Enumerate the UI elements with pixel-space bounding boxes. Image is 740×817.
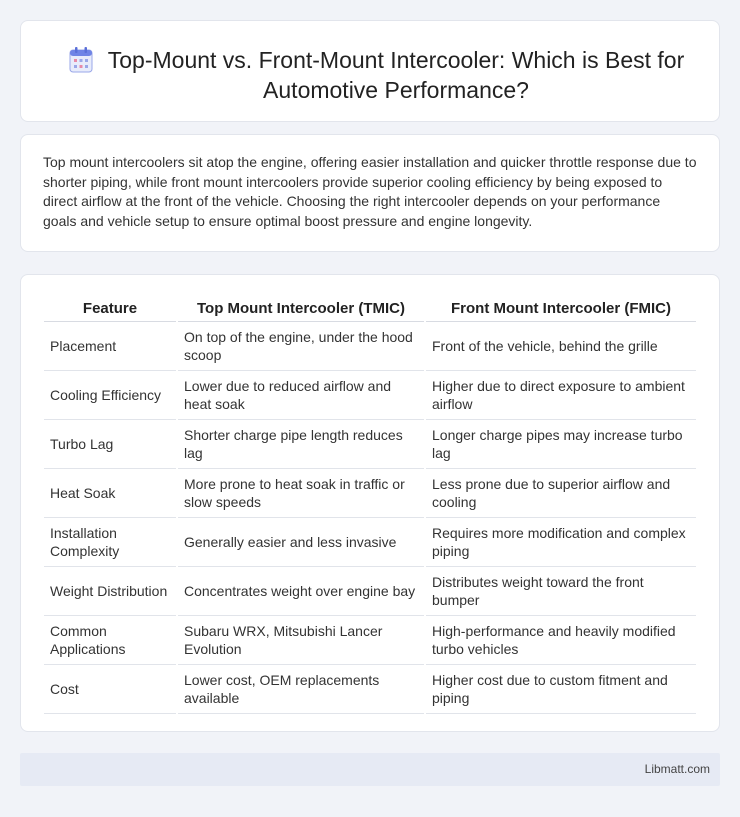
table-header-row [44,293,696,322]
intro-card [20,134,720,252]
cell-fmic: Longer charge pipes may increase turbo lag [426,420,696,469]
cell-fmic: Requires more modification and complex piping [426,518,696,567]
footer-site-link[interactable]: Libmatt.com [644,762,710,776]
cell-tmic: Subaru WRX, Mitsubishi Lancer Evolution [178,616,424,665]
table-row [44,616,696,665]
page-title: Top-Mount vs. Front-Mount Intercooler: Which is Best for Automotive Performance? [107,47,685,103]
cell-fmic: High-performance and heavily modified turbo vehicles [426,616,696,665]
cell-feature: Cooling Efficiency [44,371,176,420]
table-row [44,518,696,567]
cell-feature: Placement [44,322,176,371]
cell-fmic: Front of the vehicle, behind the grille [426,322,696,371]
table-row [44,371,696,420]
cell-feature: Turbo Lag [44,420,176,469]
table-row [44,665,696,714]
cell-fmic: Higher due to direct exposure to ambient airflow [426,371,696,420]
calendar-icon [69,47,93,73]
comparison-table [42,293,698,714]
cell-tmic: Lower due to reduced airflow and heat soak [178,371,424,420]
cell-feature: Cost [44,665,176,714]
table-row [44,469,696,518]
footer [20,753,720,786]
cell-tmic: Generally easier and less invasive [178,518,424,567]
cell-fmic: Less prone due to superior airflow and cooling [426,469,696,518]
cell-tmic: Concentrates weight over engine bay [178,567,424,616]
title-card [20,20,720,122]
header-feature: Feature [44,293,176,322]
table-row [44,420,696,469]
cell-tmic: On top of the engine, under the hood scoop [178,322,424,371]
cell-tmic: Shorter charge pipe length reduces lag [178,420,424,469]
cell-fmic: Distributes weight toward the front bumper [426,567,696,616]
table-row [44,567,696,616]
intro-paragraph: Top mount intercoolers sit atop the engine, offering easier installation and quicker throttle response due to shorter piping, while front mount intercoolers provide superior cooling efficiency by being exposed to direct airflow at the front of the vehicle. Choosing the right intercooler depends on your performance goals and vehicle setup to ensure optimal boost pressure and engine longevity. [43,154,697,229]
header-tmic: Top Mount Intercooler (TMIC) [178,293,424,322]
cell-feature: Heat Soak [44,469,176,518]
header-fmic: Front Mount Intercooler (FMIC) [426,293,696,322]
cell-feature: Common Applications [44,616,176,665]
cell-feature: Weight Distribution [44,567,176,616]
table-row [44,322,696,371]
cell-tmic: More prone to heat soak in traffic or slow speeds [178,469,424,518]
cell-feature: Installation Complexity [44,518,176,567]
comparison-card [20,274,720,732]
cell-fmic: Higher cost due to custom fitment and piping [426,665,696,714]
cell-tmic: Lower cost, OEM replacements available [178,665,424,714]
